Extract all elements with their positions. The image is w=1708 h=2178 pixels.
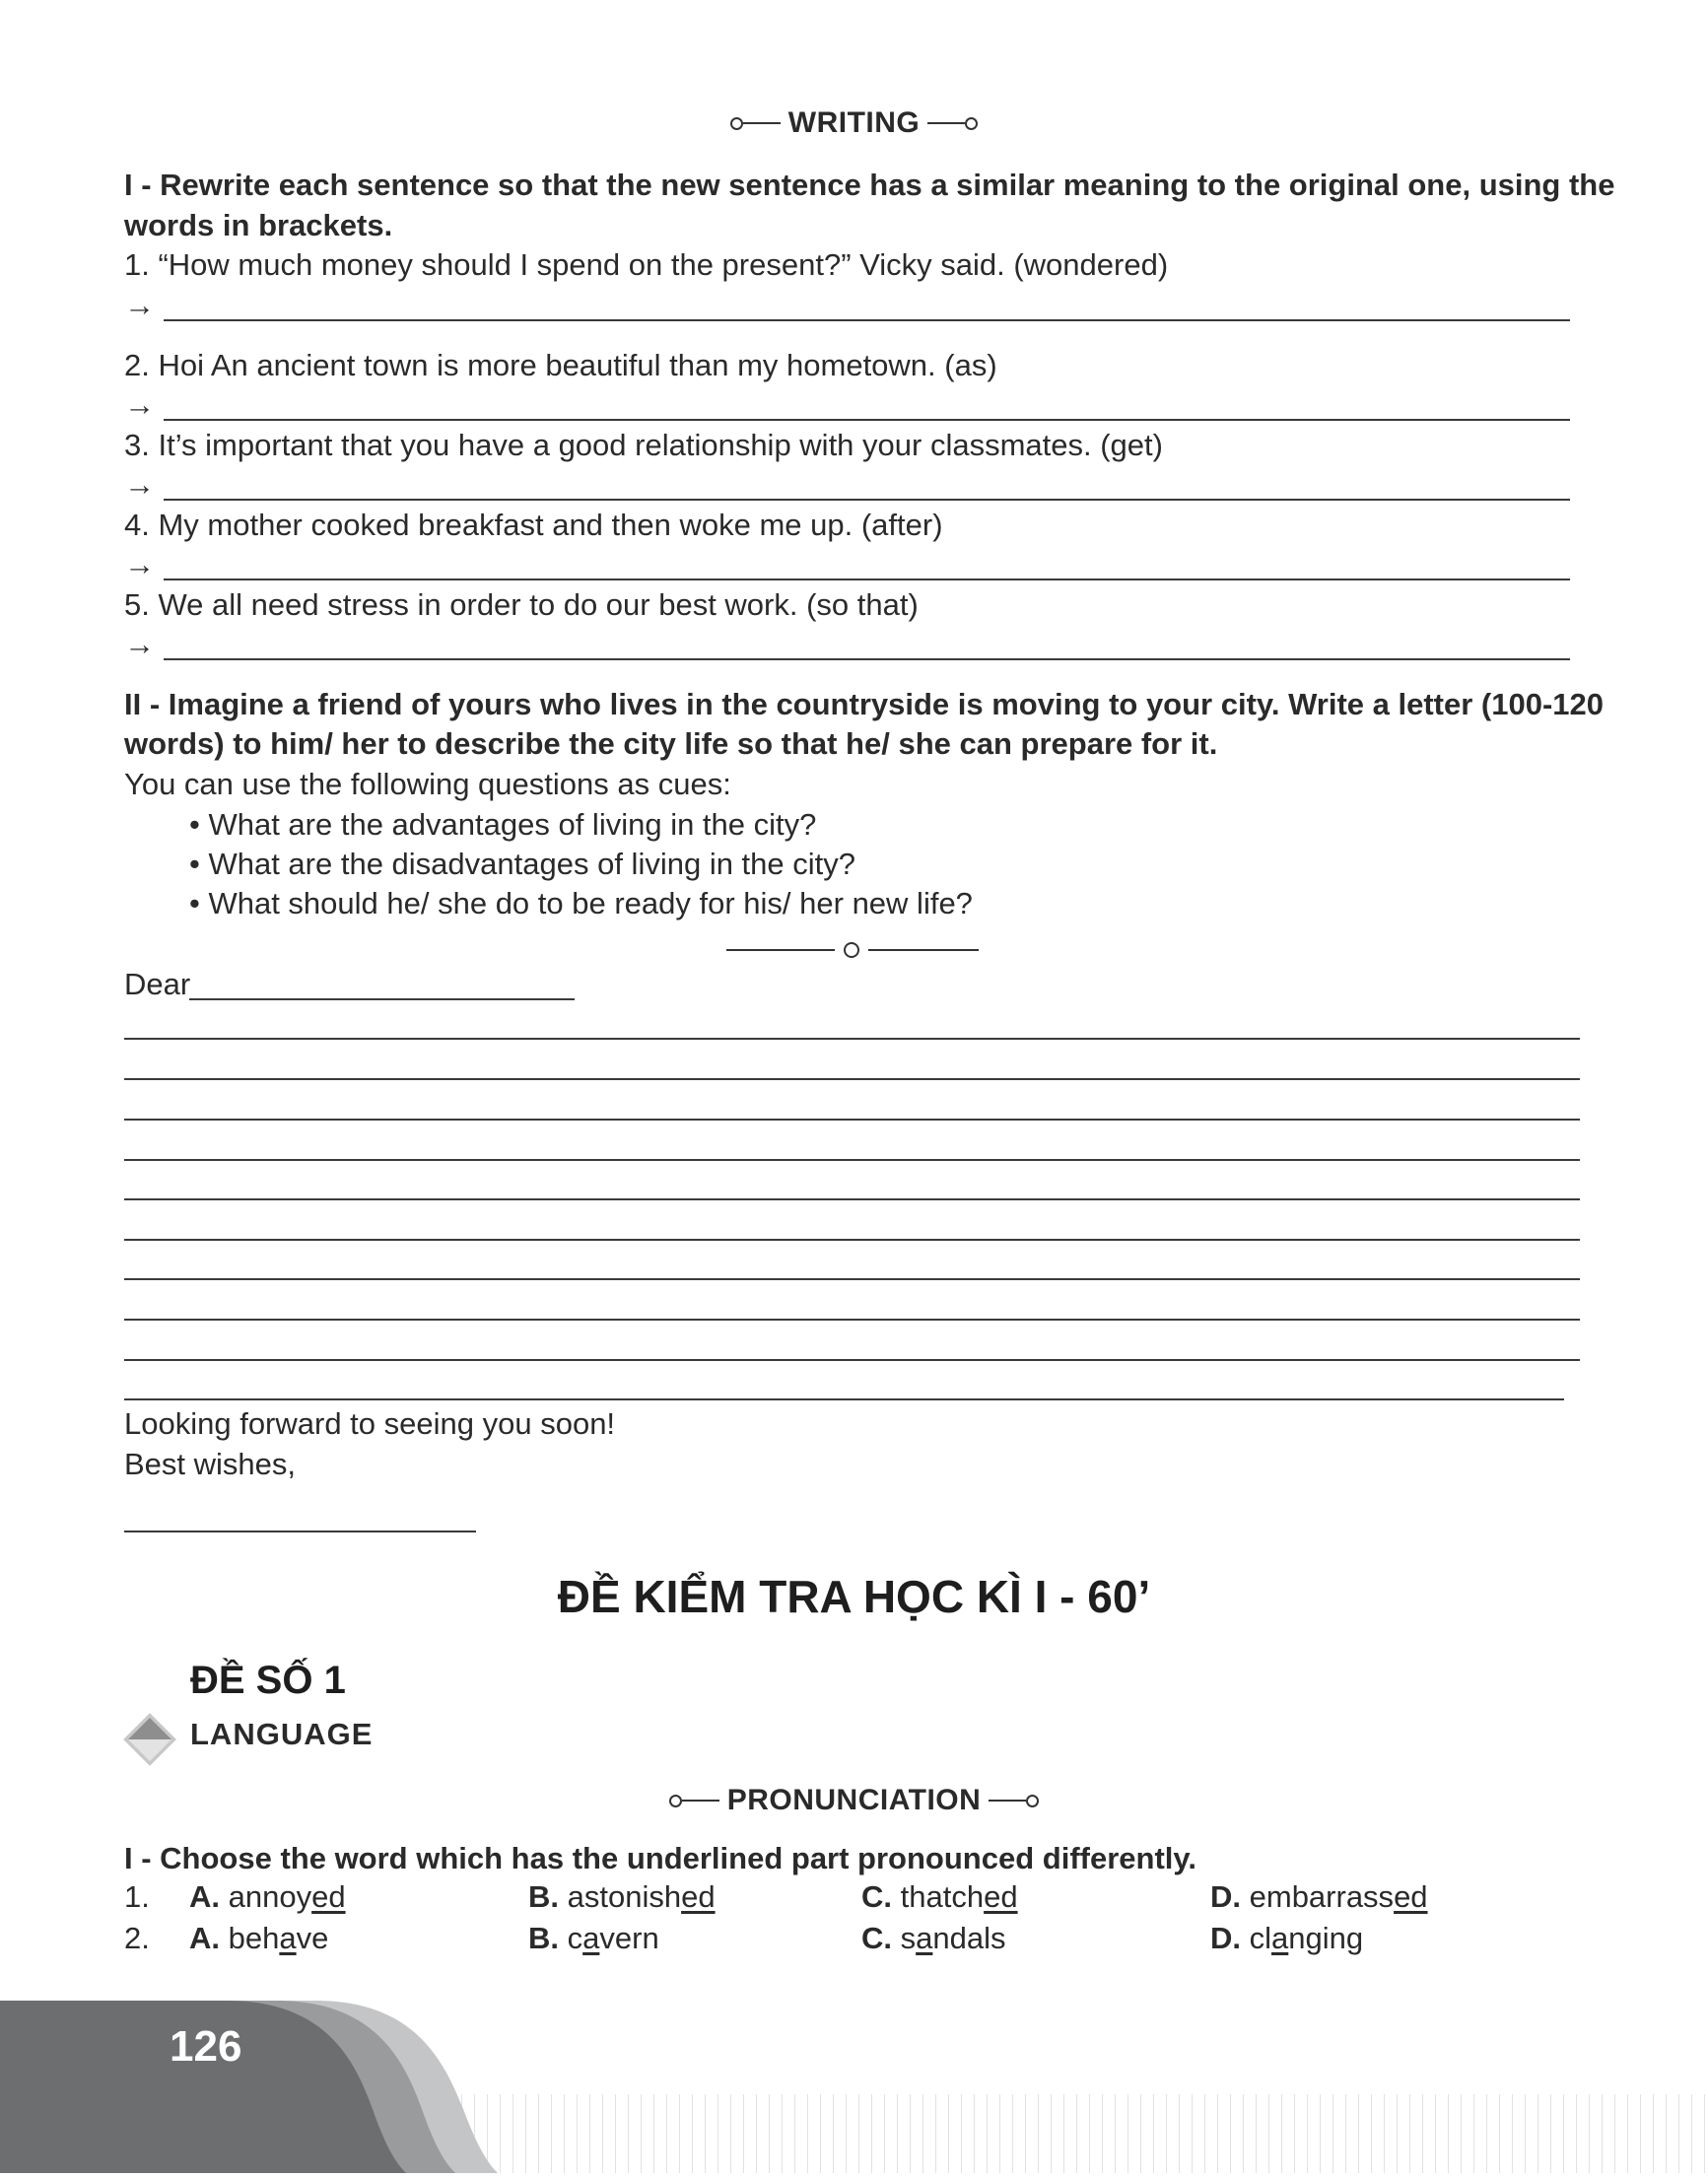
letter-line-6[interactable] (124, 1239, 1580, 1241)
answer-line-4[interactable] (124, 545, 1570, 584)
part2-instruction-line1: II - Imagine a friend of yours who lives in the countryside is moving to your city. Write a letter (100-120 (124, 687, 1604, 721)
letter-line-2[interactable] (124, 1078, 1580, 1080)
dash-ornament (682, 1800, 719, 1802)
cue-item-3: • What should he/ she do to be ready for his/ her new life? (189, 886, 973, 920)
cue-item-1: • What are the advantages of living in the city? (189, 807, 817, 842)
answer-line-5[interactable] (124, 625, 1570, 664)
ring-ornament-icon (965, 117, 978, 130)
cue-intro: You can use the following questions as cues: (124, 767, 731, 801)
letter-line-10[interactable] (124, 1398, 1564, 1400)
diamond-icon-highlight (128, 1718, 171, 1761)
letter-line-8[interactable] (124, 1319, 1580, 1321)
option-d[interactable]: D. embarrassed (1210, 1879, 1428, 1914)
letter-line-9[interactable] (124, 1359, 1580, 1361)
letter-line-3[interactable] (124, 1119, 1580, 1121)
option-a[interactable]: A. behave (189, 1921, 329, 1955)
language-heading: LANGUAGE (190, 1717, 374, 1751)
exam-title: ĐỀ KIỂM TRA HỌC KÌ I - 60’ (557, 1571, 1151, 1622)
part1-instruction-line1: I - Rewrite each sentence so that the new sentence has a similar meaning to the original one, using the (124, 168, 1615, 202)
page-footer (0, 2001, 1708, 2173)
rewrite-item-2: 2. Hoi An ancient town is more beautiful than my hometown. (as) (124, 348, 997, 382)
letter-signoff: Best wishes, (124, 1447, 297, 1481)
rewrite-item-5: 5. We all need stress in order to do our best work. (so that) (124, 587, 919, 622)
part2-instruction-line2: words) to him/ her to describe the city life so that he/ she can prepare for it. (124, 726, 1218, 761)
option-c[interactable]: C. sandals (861, 1921, 1006, 1955)
answer-rule (164, 579, 1570, 580)
option-a[interactable]: A. annoyed (189, 1879, 346, 1914)
answer-rule (164, 419, 1570, 421)
letter-line-5[interactable] (124, 1198, 1580, 1200)
letter-line-4[interactable] (124, 1159, 1580, 1161)
question-number: 1. (124, 1879, 150, 1914)
letter-dear: Dear (124, 967, 191, 1001)
ring-ornament-icon (1026, 1795, 1039, 1807)
test-number: ĐỀ SỐ 1 (190, 1659, 346, 1702)
answer-rule (164, 499, 1570, 501)
signature-line[interactable] (124, 1531, 476, 1532)
rewrite-item-3: 3. It’s important that you have a good relationship with your classmates. (get) (124, 428, 1163, 462)
dear-name-field[interactable] (189, 998, 575, 1000)
arrow-icon: → (124, 547, 155, 581)
question-number: 2. (124, 1921, 150, 1955)
ring-ornament-icon (730, 117, 743, 130)
pronunciation-heading: PRONUNCIATION (0, 1783, 1708, 1817)
arrow-icon: → (124, 387, 155, 422)
answer-line-2[interactable] (124, 385, 1570, 425)
separator-ornament (726, 942, 979, 958)
pronunciation-instruction: I - Choose the word which has the underlined part pronounced differently. (124, 1841, 1196, 1875)
arrow-icon: → (124, 288, 155, 322)
answer-line-3[interactable] (124, 465, 1570, 505)
separator-line-right (868, 949, 979, 951)
answer-line-1[interactable] (124, 286, 1570, 325)
rewrite-item-1: 1. “How much money should I spend on the present?” Vicky said. (wondered) (124, 247, 1169, 282)
separator-ring-icon (844, 942, 859, 958)
letter-line-7[interactable] (124, 1278, 1580, 1280)
dash-ornament (927, 122, 965, 124)
letter-closing: Looking forward to seeing you soon! (124, 1406, 616, 1441)
footer-wave-graphic (0, 2001, 1708, 2173)
dash-ornament (743, 122, 781, 124)
page-number: 126 (170, 2022, 242, 2071)
answer-rule (164, 658, 1570, 660)
separator-line-left (726, 949, 835, 951)
cue-item-2: • What are the disadvantages of living in the city? (189, 847, 856, 881)
arrow-icon: → (124, 467, 155, 502)
option-b[interactable]: B. astonished (528, 1879, 716, 1914)
arrow-icon: → (124, 627, 155, 661)
rewrite-item-4: 4. My mother cooked breakfast and then woke me up. (after) (124, 508, 943, 542)
writing-heading: WRITING (0, 105, 1708, 140)
answer-rule (164, 319, 1570, 321)
letter-line-1[interactable] (124, 1038, 1580, 1040)
dash-ornament (989, 1800, 1026, 1802)
option-d[interactable]: D. clanging (1210, 1921, 1364, 1955)
option-c[interactable]: C. thatched (861, 1879, 1018, 1914)
option-b[interactable]: B. cavern (528, 1921, 659, 1955)
part1-instruction-line2: words in brackets. (124, 208, 393, 242)
ring-ornament-icon (669, 1795, 682, 1807)
